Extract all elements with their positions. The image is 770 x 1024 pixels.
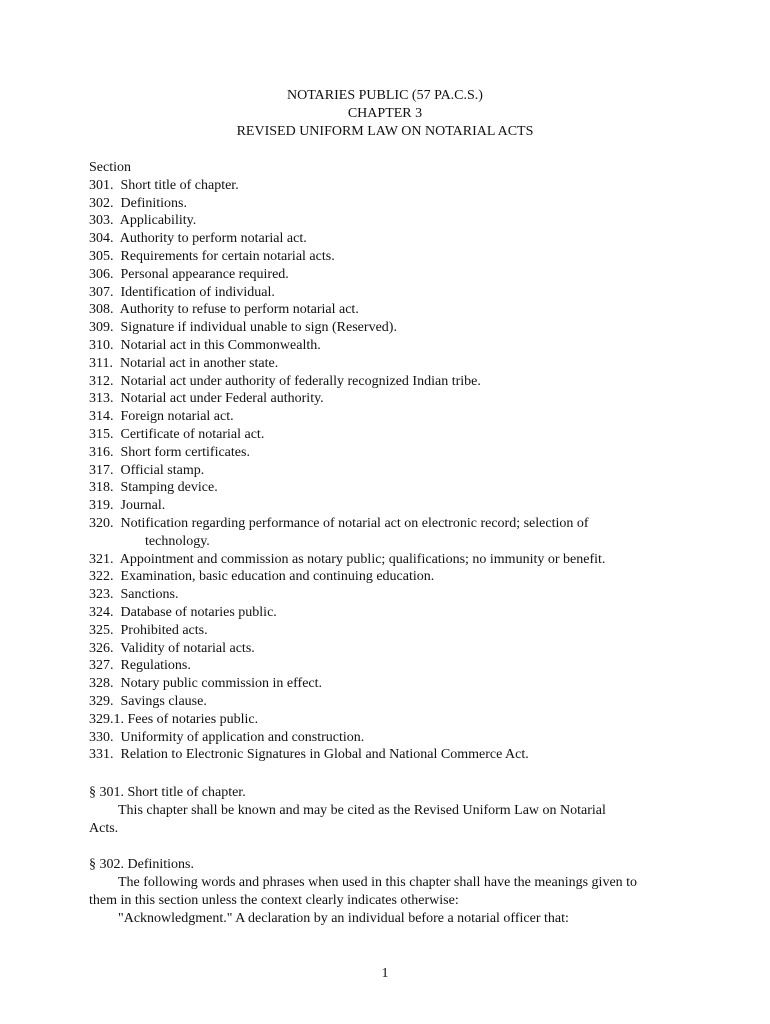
toc-item-number: 329.1. bbox=[89, 711, 124, 727]
toc-item-number: 319. bbox=[89, 498, 114, 514]
toc-item-title: Examination, basic education and continuing education. bbox=[120, 569, 435, 585]
toc-item-number: 322. bbox=[89, 569, 114, 585]
chapter-number: CHAPTER 3 bbox=[347, 106, 423, 121]
toc-item-number: 315. bbox=[89, 426, 114, 442]
toc-item-number: 330. bbox=[89, 729, 114, 745]
toc-item-number: 303. bbox=[89, 213, 114, 229]
toc-list bbox=[89, 177, 709, 764]
toc-item-title: Signature if individual unable to sign (Reserved). bbox=[120, 320, 397, 336]
toc-item-continuation: technology. bbox=[145, 533, 210, 549]
toc-item-number: 306. bbox=[89, 266, 114, 282]
section-302-body-line: them in this section unless the context clearly indicates otherwise: bbox=[89, 893, 459, 908]
toc-item-number: 313. bbox=[89, 391, 114, 407]
document-header bbox=[0, 87, 770, 141]
toc-item bbox=[89, 355, 709, 373]
toc-item-title: Authority to perform notarial act. bbox=[119, 231, 307, 247]
toc-item-number: 321. bbox=[89, 551, 114, 567]
toc-item-number: 310. bbox=[89, 337, 114, 353]
toc-item-title: Certificate of notarial act. bbox=[120, 426, 265, 442]
toc-item bbox=[89, 266, 709, 284]
section-301-body-line: This chapter shall be known and may be cited as the Revised Uniform Law on Notarial bbox=[118, 803, 606, 818]
toc-heading: Section bbox=[89, 160, 131, 175]
toc-item bbox=[89, 248, 709, 266]
section-302-body-line: The following words and phrases when used in this chapter shall have the meanings given to bbox=[118, 875, 638, 890]
toc-item bbox=[89, 284, 709, 302]
toc-item-title: Requirements for certain notarial acts. bbox=[120, 248, 335, 264]
toc-item bbox=[89, 604, 709, 622]
toc-item bbox=[89, 230, 709, 248]
toc-item-title: Relation to Electronic Signatures in Global and National Commerce Act. bbox=[120, 747, 529, 763]
toc-item-title: Notification regarding performance of notarial act on electronic record; selection of bbox=[120, 515, 589, 531]
toc-item-title: Official stamp. bbox=[120, 462, 205, 478]
toc-item-title: Uniformity of application and construction. bbox=[120, 729, 365, 745]
toc-item bbox=[89, 693, 709, 711]
toc-item-number: 316. bbox=[89, 444, 114, 460]
toc-item-title: Definitions. bbox=[120, 195, 187, 211]
toc-item-title: Notarial act in another state. bbox=[119, 355, 279, 371]
toc-item bbox=[89, 408, 709, 426]
toc-item bbox=[89, 515, 709, 533]
section-302-heading: § 302. Definitions. bbox=[89, 857, 194, 872]
toc-item bbox=[89, 195, 709, 213]
toc-item-number: 309. bbox=[89, 320, 114, 336]
toc-item-number: 331. bbox=[89, 747, 114, 763]
chapter-title: REVISED UNIFORM LAW ON NOTARIAL ACTS bbox=[236, 124, 534, 139]
toc-item-title: Validity of notarial acts. bbox=[120, 640, 255, 656]
toc-item bbox=[89, 568, 709, 586]
toc-item bbox=[89, 462, 709, 480]
toc-item-title: Savings clause. bbox=[120, 693, 207, 709]
toc-item-title: Notarial act in this Commonwealth. bbox=[120, 337, 321, 353]
toc-item bbox=[89, 212, 709, 230]
toc-item bbox=[89, 373, 709, 391]
toc-item-title: Personal appearance required. bbox=[120, 266, 289, 282]
toc-item bbox=[89, 479, 709, 497]
toc-item-number: 320. bbox=[89, 515, 114, 531]
toc-item bbox=[89, 337, 709, 355]
toc-item-title: Notarial act under Federal authority. bbox=[120, 391, 324, 407]
toc-item bbox=[89, 551, 709, 569]
act-title: NOTARIES PUBLIC (57 PA.C.S.) bbox=[287, 88, 483, 103]
toc-item-number: 326. bbox=[89, 640, 114, 656]
toc-item-number: 325. bbox=[89, 622, 114, 638]
toc-item-number: 329. bbox=[89, 693, 114, 709]
toc-item-title: Notarial act under authority of federally recognized Indian tribe. bbox=[120, 373, 481, 389]
toc-item bbox=[89, 390, 709, 408]
toc-item-number: 307. bbox=[89, 284, 114, 300]
toc-item-number: 302. bbox=[89, 195, 114, 211]
page-number: 1 bbox=[381, 966, 389, 981]
toc-item-number: 301. bbox=[89, 177, 114, 193]
toc-item-number: 324. bbox=[89, 604, 114, 620]
toc-item-title: Foreign notarial act. bbox=[120, 409, 234, 425]
toc-item-number: 317. bbox=[89, 462, 114, 478]
toc-item bbox=[89, 729, 709, 747]
section-301 bbox=[89, 784, 689, 838]
toc-item bbox=[89, 497, 709, 515]
toc-item-title: Short form certificates. bbox=[120, 444, 250, 460]
toc-item-title: Short title of chapter. bbox=[120, 177, 239, 193]
toc-item-title: Authority to refuse to perform notarial act. bbox=[119, 302, 359, 318]
toc-item bbox=[89, 301, 709, 319]
toc-item bbox=[89, 177, 709, 195]
table-of-contents bbox=[89, 159, 709, 764]
toc-item bbox=[89, 657, 709, 675]
toc-item bbox=[89, 675, 709, 693]
toc-item-number: 311. bbox=[89, 355, 113, 371]
toc-item-number: 318. bbox=[89, 480, 114, 496]
toc-item-number: 312. bbox=[89, 373, 114, 389]
section-301-body-line: Acts. bbox=[89, 821, 119, 836]
toc-item-number: 314. bbox=[89, 409, 114, 425]
toc-item bbox=[89, 746, 709, 764]
toc-item bbox=[89, 586, 709, 604]
toc-item bbox=[89, 640, 709, 658]
toc-item-title: Regulations. bbox=[120, 658, 191, 674]
toc-item-title: Sanctions. bbox=[120, 587, 179, 603]
toc-item-title: Identification of individual. bbox=[120, 284, 275, 300]
toc-item bbox=[89, 319, 709, 337]
toc-item-title: Journal. bbox=[120, 498, 166, 514]
toc-item bbox=[89, 622, 709, 640]
toc-item-title: Notary public commission in effect. bbox=[120, 676, 323, 692]
toc-item-title: Appointment and commission as notary public; qualifications; no immunity or benefit. bbox=[119, 551, 606, 567]
toc-item-number: 305. bbox=[89, 248, 114, 264]
toc-item-title: Stamping device. bbox=[120, 480, 218, 496]
toc-item-number: 328. bbox=[89, 676, 114, 692]
section-302 bbox=[89, 856, 689, 928]
toc-item-title: Database of notaries public. bbox=[120, 604, 277, 620]
toc-item bbox=[89, 426, 709, 444]
section-301-heading: § 301. Short title of chapter. bbox=[89, 785, 246, 800]
toc-item bbox=[89, 444, 709, 462]
toc-item-title: Prohibited acts. bbox=[120, 622, 208, 638]
toc-item-number: 304. bbox=[89, 231, 114, 247]
toc-item-number: 308. bbox=[89, 302, 114, 318]
toc-item-title: Applicability. bbox=[119, 213, 197, 229]
section-302-body-line: "Acknowledgment." A declaration by an individual before a notarial officer that: bbox=[118, 911, 569, 926]
toc-item-title: Fees of notaries public. bbox=[127, 711, 259, 727]
toc-item-number: 327. bbox=[89, 658, 114, 674]
toc-item bbox=[89, 711, 709, 729]
toc-item-number: 323. bbox=[89, 587, 114, 603]
